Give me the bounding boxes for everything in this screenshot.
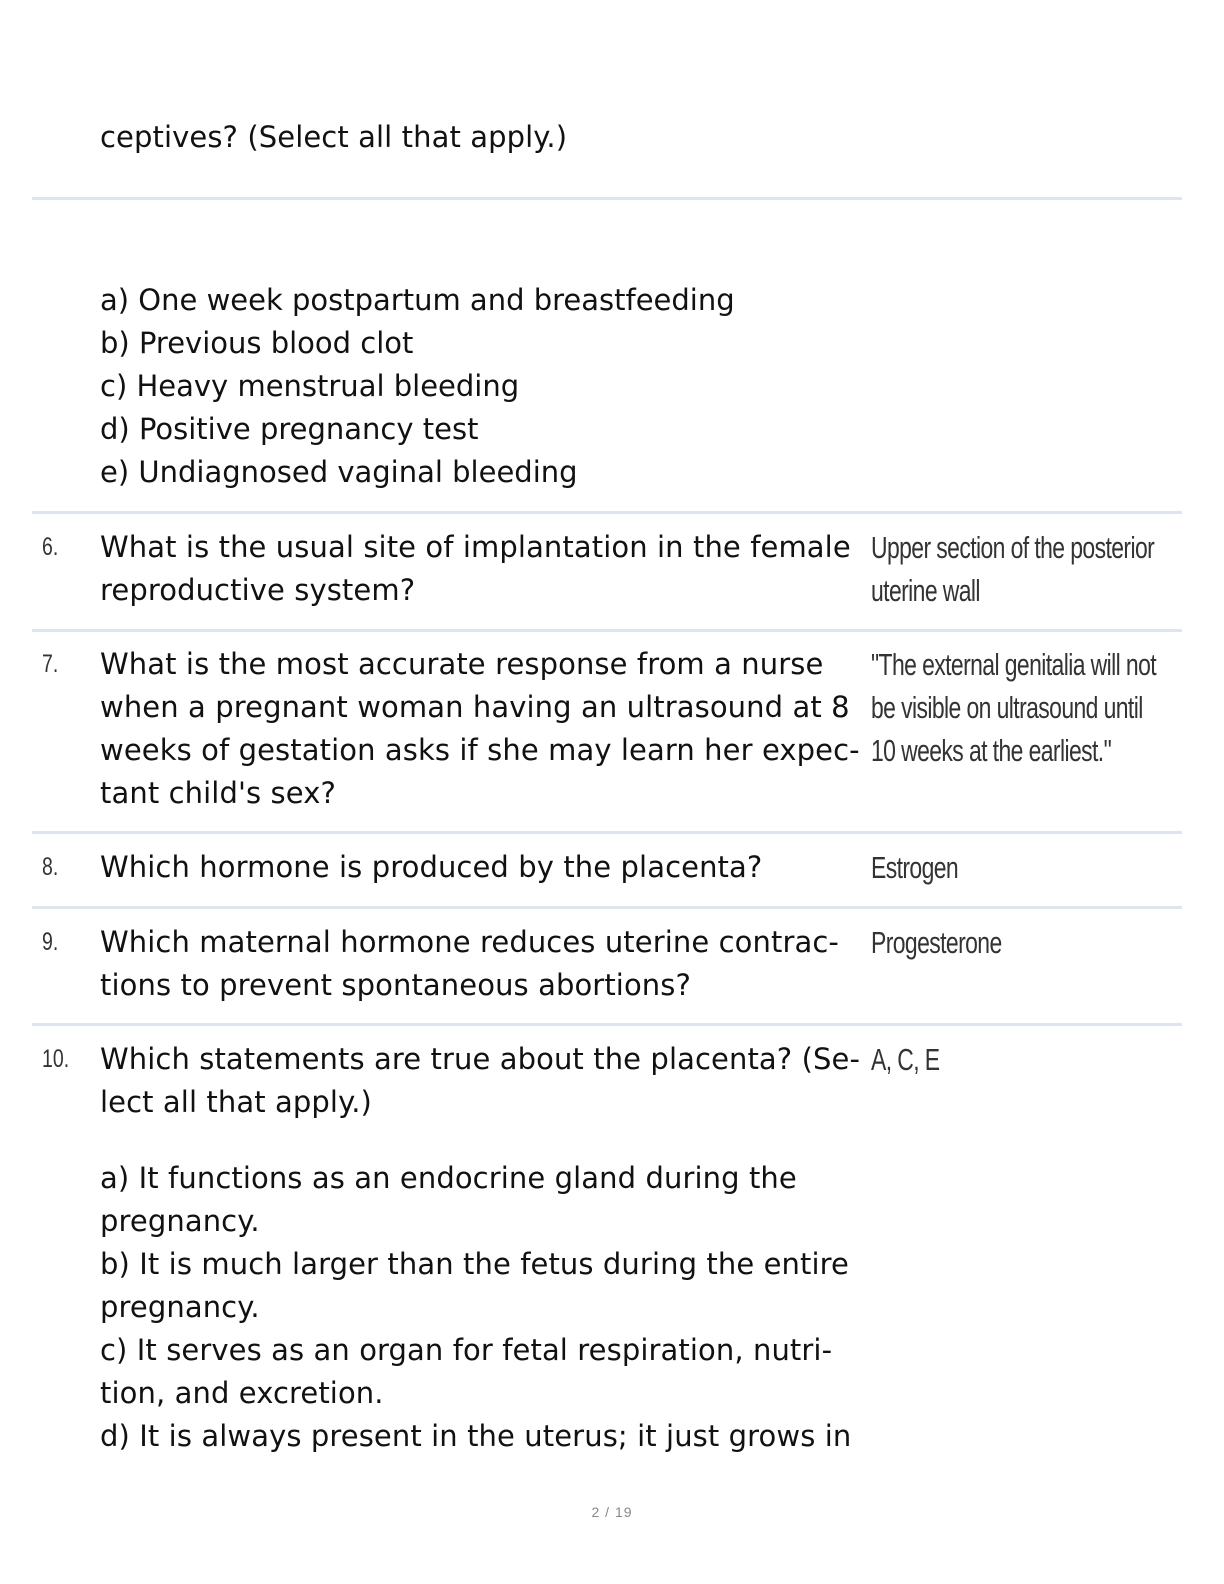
question-text xyxy=(100,643,862,815)
question-line: Which maternal hormone reduces uterine contrac- xyxy=(100,925,839,959)
answer-line: Estrogen xyxy=(871,850,959,885)
answer-line: "The external genitalia will not xyxy=(871,647,1157,682)
question-text xyxy=(100,846,862,889)
question-line: What is the usual site of implantation in the female xyxy=(100,530,851,564)
option-line: pregnancy. xyxy=(100,1290,260,1324)
question-options-list xyxy=(100,1157,862,1458)
question-number: 6. xyxy=(42,533,59,561)
answer-line: 10 weeks at the earliest." xyxy=(871,733,1112,768)
question-line: Which statements are true about the placenta? (Se- xyxy=(100,1042,861,1076)
page-number: 2 / 19 xyxy=(591,1504,633,1520)
option-a: a) One week postpartum and breastfeeding xyxy=(100,283,735,317)
question-text xyxy=(100,526,862,612)
question-text xyxy=(100,921,862,1007)
option-line: d) It is always present in the uterus; it just grows in xyxy=(100,1419,852,1453)
option-line: c) It serves as an organ for fetal respiration, nutri- xyxy=(100,1333,833,1367)
option-line: a) It functions as an endocrine gland during the xyxy=(100,1161,797,1195)
continuation-question-text: ceptives? (Select all that apply.) xyxy=(100,120,568,154)
option-b: b) Previous blood clot xyxy=(100,326,414,360)
answer-line: uterine wall xyxy=(871,573,980,608)
option-e: e) Undiagnosed vaginal bleeding xyxy=(100,455,578,489)
answer-line: Upper section of the posterior xyxy=(871,530,1155,565)
divider xyxy=(32,197,1182,200)
question-number: 8. xyxy=(42,853,59,881)
question-line: reproductive system? xyxy=(100,573,416,607)
divider xyxy=(32,511,1182,514)
answer-text xyxy=(871,846,1167,889)
answer-text xyxy=(871,526,1167,612)
question-line: tions to prevent spontaneous abortions? xyxy=(100,968,691,1002)
question-line: tant child's sex? xyxy=(100,776,336,810)
question-number: 10. xyxy=(42,1045,70,1073)
question-line: Which hormone is produced by the placenta? xyxy=(100,850,763,884)
question-line: lect all that apply.) xyxy=(100,1085,372,1119)
continuation-options-list xyxy=(100,279,860,494)
answer-text xyxy=(871,643,1167,772)
option-line: pregnancy. xyxy=(100,1204,260,1238)
divider xyxy=(32,831,1182,834)
option-c: c) Heavy menstrual bleeding xyxy=(100,369,520,403)
question-number: 9. xyxy=(42,928,59,956)
question-number: 7. xyxy=(42,650,59,678)
divider xyxy=(32,1023,1182,1026)
option-line: b) It is much larger than the fetus during the entire xyxy=(100,1247,849,1281)
question-text xyxy=(100,1038,862,1458)
option-d: d) Positive pregnancy test xyxy=(100,412,479,446)
question-line: when a pregnant woman having an ultrasound at 8 xyxy=(100,690,850,724)
divider xyxy=(32,629,1182,632)
answer-text xyxy=(871,921,1167,964)
answer-line: Progesterone xyxy=(871,925,1002,960)
question-line: What is the most accurate response from a nurse xyxy=(100,647,824,681)
answer-line: be visible on ultrasound until xyxy=(871,690,1143,725)
answer-text xyxy=(871,1038,1167,1081)
option-line: tion, and excretion. xyxy=(100,1376,384,1410)
divider xyxy=(32,906,1182,909)
question-line: weeks of gestation asks if she may learn her expec- xyxy=(100,733,860,767)
answer-line: A, C, E xyxy=(871,1042,940,1077)
